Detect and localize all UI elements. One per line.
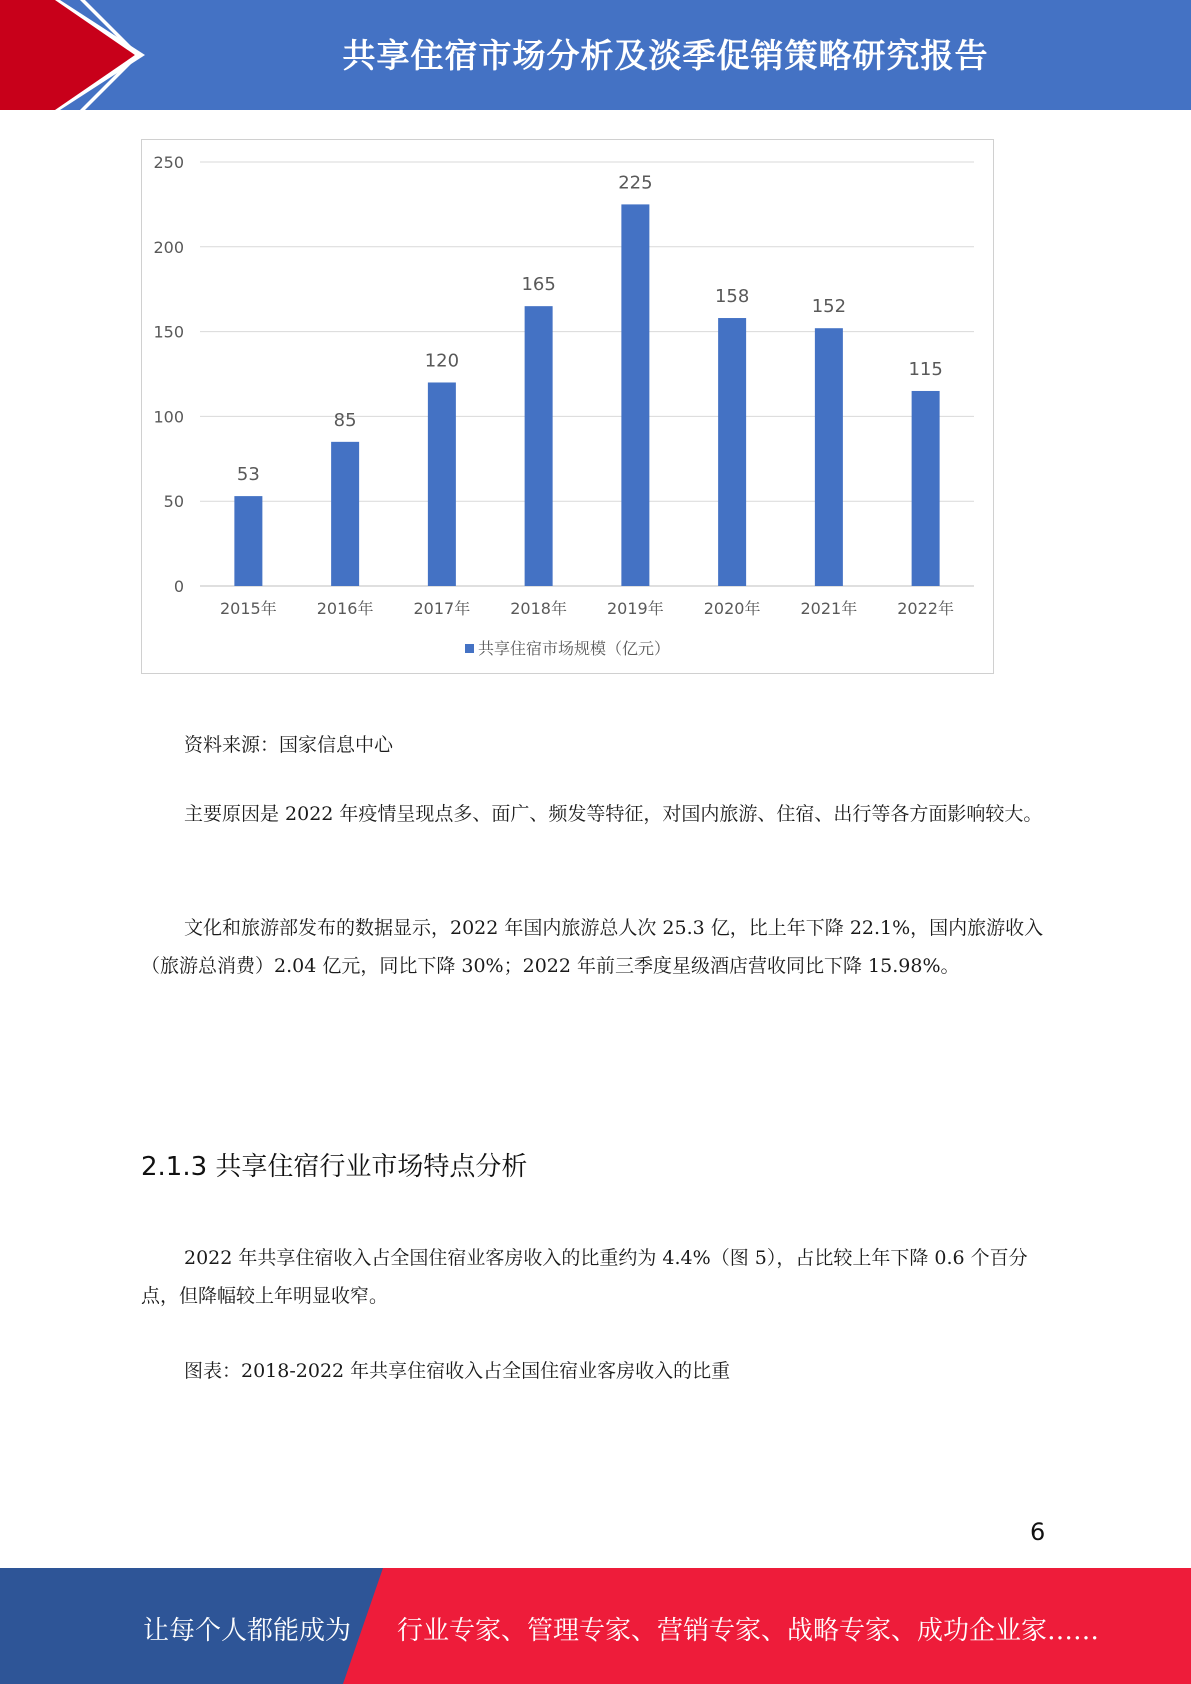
y-tick-label: 150 [153, 322, 184, 342]
x-tick-label: 2018年 [510, 599, 567, 618]
section-heading: 2.1.3 共享住宿行业市场特点分析 [141, 1152, 528, 1182]
data-label: 158 [714, 286, 750, 308]
header-red-chevron [0, 0, 160, 110]
bar [525, 306, 553, 586]
page-number: 6 [1030, 1518, 1046, 1546]
bar [912, 391, 940, 586]
y-tick-label: 250 [153, 153, 184, 172]
paragraph-1: 主要原因是 2022 年疫情呈现点多、面广、频发等特征，对国内旅游、住宿、出行等各方面影响较大。 [184, 803, 1043, 825]
y-tick-label: 100 [153, 407, 184, 427]
x-tick-label: 2021年 [800, 599, 858, 618]
x-tick-label: 2015年 [220, 599, 277, 618]
data-label: 225 [618, 172, 653, 194]
figure-caption: 图表：2018-2022 年共享住宿收入占全国住宿业客房收入的比重 [184, 1360, 731, 1382]
x-tick-label: 2016年 [316, 599, 374, 618]
data-label: 120 [424, 350, 460, 372]
report-title: 共享住宿市场分析及淡季促销策略研究报告 [342, 36, 989, 75]
bar [331, 442, 359, 586]
data-label: 152 [811, 296, 847, 318]
paragraph-3: 2022 年共享住宿收入占全国住宿业客房收入的比重约为 4.4%（图 5），占比较上年下降 0.6 个百分点，但降幅较上年明显收窄。 [141, 1247, 1028, 1307]
footer-slogan-right: 行业专家、管理专家、营销专家、战略专家、成功企业家…… [397, 1616, 1100, 1646]
x-tick-label: 2019年 [607, 599, 664, 618]
x-tick-label: 2020年 [703, 599, 761, 618]
legend-label: 共享住宿市场规模（亿元） [477, 639, 670, 658]
y-tick-label: 200 [153, 237, 184, 257]
header-banner [0, 0, 1191, 110]
bar [718, 318, 746, 586]
chart-legend [142, 636, 993, 659]
bar-chart [141, 139, 994, 674]
bar [815, 328, 843, 586]
y-tick-label: 0 [173, 577, 184, 596]
paragraph-2: 文化和旅游部发布的数据显示，2022 年国内旅游总人次 25.3 亿，比上年下降 22.1%，国内旅游收入（旅游总消费）2.04 亿元，同比下降 30%；2022 年前三季度星级酒店营收同比下降 15.98%。 [141, 917, 1044, 977]
data-label: 115 [908, 358, 943, 380]
data-label: 53 [236, 464, 260, 486]
x-tick-label: 2017年 [413, 599, 471, 618]
data-label: 85 [333, 409, 357, 431]
x-tick-label: 2022年 [897, 599, 954, 618]
y-tick-label: 50 [163, 492, 184, 512]
bar [428, 382, 456, 586]
chart-canvas [142, 140, 995, 675]
footer-slogan-left: 让每个人都能成为 [143, 1616, 352, 1646]
legend-swatch [465, 644, 474, 653]
bar [621, 204, 649, 586]
bar [234, 496, 262, 586]
data-label: 165 [521, 274, 556, 296]
source-note: 资料来源：国家信息中心 [184, 734, 394, 756]
